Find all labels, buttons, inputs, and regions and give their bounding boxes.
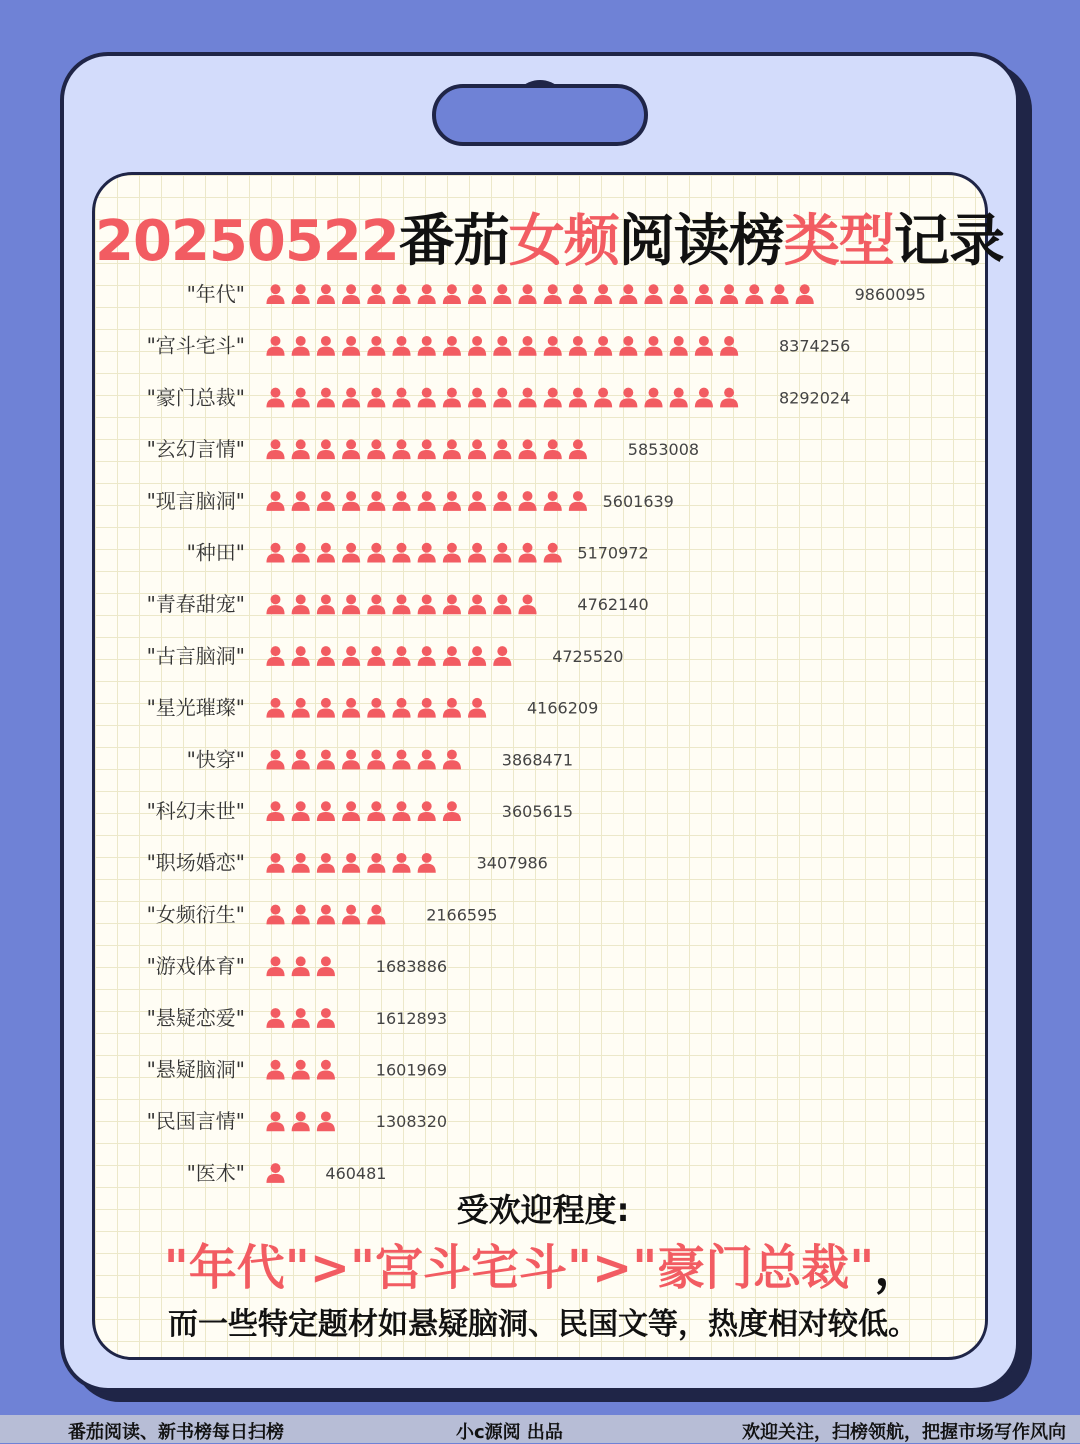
value-label: 8374256 [779,336,851,356]
bar-icon-partial [342,1060,360,1080]
value-label: 3868471 [501,750,574,770]
category-label: "游戏体育" [146,954,245,979]
bar-icon [443,336,461,356]
bar-icon [367,594,385,614]
summary-ranking-text: "年代">"宫斗宅斗">"豪门总裁" [163,1240,875,1296]
bar-icon [342,750,360,770]
bar-icon [594,336,612,356]
bar-icon [292,336,310,356]
bar-icon [367,750,385,770]
value-label: 3407986 [476,853,548,873]
bar-icon [367,801,385,821]
bar-icon [443,491,461,511]
bar-icon [292,750,310,770]
bar-icon [317,336,335,356]
value-label: 1308320 [375,1112,448,1132]
bar-icon [392,853,410,873]
hanger-knob-fill [516,108,564,128]
bar-icon [468,388,486,408]
bar-icon [292,646,310,666]
bar-icon [266,1111,284,1131]
bar-icon [468,491,486,511]
bar-icon [418,750,436,770]
bar-icon [342,543,360,563]
bar-icon [392,336,410,356]
bar-icon [342,594,360,614]
title-part2: 女频 [508,209,619,274]
bar-icon [468,336,486,356]
bar-icon [292,491,310,511]
bar-icon [292,543,310,563]
bar-icon-partial [342,1008,360,1028]
bar-icon [518,388,536,408]
bar-icon-partial [292,1163,310,1183]
footer-left: 番茄阅读、新书榜每日扫榜 [68,1422,284,1443]
bar-icon [493,491,511,511]
bar-icon [745,284,763,304]
bar-icon [342,853,360,873]
bar-icon [367,439,385,459]
bar-icon [493,594,511,614]
bar-icon [418,801,436,821]
bar-icon [367,853,385,873]
bar-icon [418,388,436,408]
bar-icon [317,1111,335,1131]
value-label: 2166595 [426,905,498,925]
bar-icon [569,336,587,356]
bar-icon [266,956,284,976]
bar-icon [695,388,713,408]
bar-icon [695,284,713,304]
bar-icon [317,905,335,925]
bar-icon [518,491,536,511]
bar-icon [342,801,360,821]
category-label: "女频衍生" [146,902,245,927]
bar-icon [317,388,335,408]
footer-center: 小c源阅 出品 [456,1422,563,1443]
category-label: "现言脑洞" [146,488,245,513]
bar-icon [266,543,284,563]
bar-icon [367,388,385,408]
bar-icon [443,750,461,770]
value-label: 8292024 [779,388,851,408]
value-label: 9860095 [854,285,926,304]
bar-icon [317,956,335,976]
category-label: "种田" [186,540,245,565]
title-part1: 番茄 [398,209,509,274]
bar-icon [443,698,461,718]
bar-icon [468,594,486,614]
value-label: 4725520 [552,646,624,666]
bar-icon [443,388,461,408]
bar-icon [367,646,385,666]
bar-icon [342,698,360,718]
bar-icon [392,646,410,666]
bar-icon [670,284,688,304]
bar-icon [392,698,410,718]
value-label: 5601639 [602,491,674,511]
category-label: "民国言情" [146,1109,245,1134]
bar-icon [518,336,536,356]
title-part5: 记录 [893,209,1004,274]
bar-icon-partial [493,698,511,718]
bar-icon [695,336,713,356]
bar-icon [367,905,385,925]
bar-icon [317,284,335,304]
bar-icon-partial [468,801,486,821]
bar-icon [468,698,486,718]
bar-icon [342,284,360,304]
bar-icon-partial [342,1111,360,1131]
category-label: "古言脑洞" [146,643,245,668]
category-label: "快穿" [186,747,245,772]
bar-icon-partial [544,594,562,614]
bar-icon [796,284,814,304]
bar-icon [644,336,662,356]
bar-icon [418,853,436,873]
bar-icon [292,698,310,718]
bar-icon [594,388,612,408]
bar-icon [317,1008,335,1028]
summary-heading: 受欢迎程度: [456,1191,630,1229]
bar-icon [443,646,461,666]
bar-icon [392,801,410,821]
bar-icon-partial [745,388,763,408]
bar-icon [594,284,612,304]
title-part3: 阅读榜 [618,209,784,274]
category-label: "职场婚恋" [146,850,245,875]
bar-icon [292,801,310,821]
bar-icon [443,284,461,304]
value-label: 5853008 [627,440,700,460]
bar-icon [468,543,486,563]
bar-icon [518,284,536,304]
value-label: 3605615 [501,802,574,821]
bar-icon [367,336,385,356]
bar-icon [317,698,335,718]
bar-icon [569,491,587,511]
bar-icon [266,594,284,614]
bar-icon [367,491,385,511]
bar-icon [317,439,335,459]
summary-ranking-comma: ， [874,1240,923,1296]
bar-icon [292,956,310,976]
title-part4: 类型 [783,209,894,274]
bar-icon-partial [392,905,410,925]
bar-icon [644,284,662,304]
bar-icon [619,336,637,356]
bar-icon [292,439,310,459]
value-label: 1612893 [375,1008,448,1028]
bar-icon [266,491,284,511]
category-label: "玄幻言情" [146,437,245,462]
bar-icon [266,905,284,925]
value-label: 4166209 [527,698,599,718]
bar-icon [468,439,486,459]
bar-icon-partial [443,853,461,873]
bar-icon [392,439,410,459]
bar-icon-partial [745,336,763,356]
bar-icon [392,388,410,408]
bar-icon [418,698,436,718]
bar-icon [418,594,436,614]
bar-icon [493,284,511,304]
bar-icon [544,439,562,459]
bar-icon [493,646,511,666]
bar-icon [266,1163,284,1183]
bar-icon [720,336,738,356]
bar-icon [317,801,335,821]
bar-icon [493,543,511,563]
bar-icon-partial [518,646,536,666]
bar-icon [418,336,436,356]
bar-icon [266,388,284,408]
bar-icon [266,750,284,770]
summary-note: 而一些特定题材如悬疑脑洞、民国文等，热度相对较低。 [168,1307,918,1342]
category-label: "年代" [186,282,245,306]
bar-icon [518,439,536,459]
bar-icon [292,594,310,614]
bar-icon [317,491,335,511]
bar-icon [367,698,385,718]
bar-icon [418,491,436,511]
bar-icon [443,543,461,563]
value-label: 5170972 [577,543,649,563]
bar-icon [544,388,562,408]
category-label: "星光璀璨" [146,695,245,720]
bar-icon-partial [594,439,612,459]
bar-icon [720,284,738,304]
bar-icon [266,1060,284,1080]
bar-icon [619,388,637,408]
bar-icon [317,1060,335,1080]
bar-icon [342,439,360,459]
bar-icon-partial [342,956,360,976]
chart-paper [92,172,1004,1360]
bar-icon [367,284,385,304]
bar-icon [518,594,536,614]
bar-icon [266,336,284,356]
bar-icon-partial [468,750,486,770]
bar-icon [418,284,436,304]
bar-icon [342,336,360,356]
pictorial-bar-chart [95,175,991,1185]
bar-icon [266,1008,284,1028]
bar-icon [266,698,284,718]
bar-icon [418,543,436,563]
bar-icon [367,543,385,563]
bar-icon [266,439,284,459]
bar-icon [266,646,284,666]
bar-icon [493,336,511,356]
value-label: 1683886 [375,957,448,977]
bar-icon [544,543,562,563]
category-label: "悬疑脑洞" [146,1057,245,1082]
bar-icon [569,388,587,408]
bar-icon [317,750,335,770]
bar-icon [720,388,738,408]
bar-icon [317,853,335,873]
bar-icon [317,646,335,666]
title-date: 20250522 [95,209,399,274]
bar-icon [317,594,335,614]
bar-icon [292,1111,310,1131]
bar-icon [292,905,310,925]
category-label: "悬疑恋爱" [146,1005,245,1030]
value-label: 460481 [325,1163,387,1183]
bar-icon [443,594,461,614]
bar-icon [317,543,335,563]
bar-icon [544,491,562,511]
bar-icon [392,750,410,770]
category-label: "宫斗宅斗" [146,333,245,358]
bar-icon [443,801,461,821]
summary-ranking [95,1229,991,1298]
bar-icon [443,439,461,459]
bar-icon [569,439,587,459]
value-label: 1601969 [375,1060,448,1080]
footer-right: 欢迎关注，扫榜领航，把握市场写作风向 [742,1422,1066,1443]
bar-icon [342,491,360,511]
bar-icon [670,336,688,356]
value-label: 4762140 [577,595,649,615]
bar-icon [644,388,662,408]
category-label: "科幻末世" [146,799,245,823]
bar-icon [292,1060,310,1080]
bar-icon [292,853,310,873]
bar-icon [493,439,511,459]
category-label: "豪门总裁" [146,385,245,410]
bar-icon [418,439,436,459]
bar-icon [292,1008,310,1028]
bar-icon [266,853,284,873]
bar-icon [670,388,688,408]
bar-icon [342,388,360,408]
bar-icon [544,336,562,356]
bar-icon [392,543,410,563]
bar-icon [544,284,562,304]
bar-icon [770,284,788,304]
bar-icon [342,905,360,925]
bar-icon [518,543,536,563]
bar-icon [292,284,310,304]
bar-icon [619,284,637,304]
bar-icon [493,388,511,408]
bar-icon [418,646,436,666]
bar-icon [569,284,587,304]
bar-icon [266,284,284,304]
bar-icon [392,284,410,304]
bar-icon [392,491,410,511]
bar-icon [468,284,486,304]
bar-icon-partial [821,284,839,304]
bar-icon [468,646,486,666]
bar-icon [292,388,310,408]
bar-icon [342,646,360,666]
footer-bar [0,1415,1080,1443]
category-label: "青春甜宠" [146,592,245,617]
category-label: "医术" [186,1160,245,1185]
bar-icon [266,801,284,821]
bar-icon [392,594,410,614]
